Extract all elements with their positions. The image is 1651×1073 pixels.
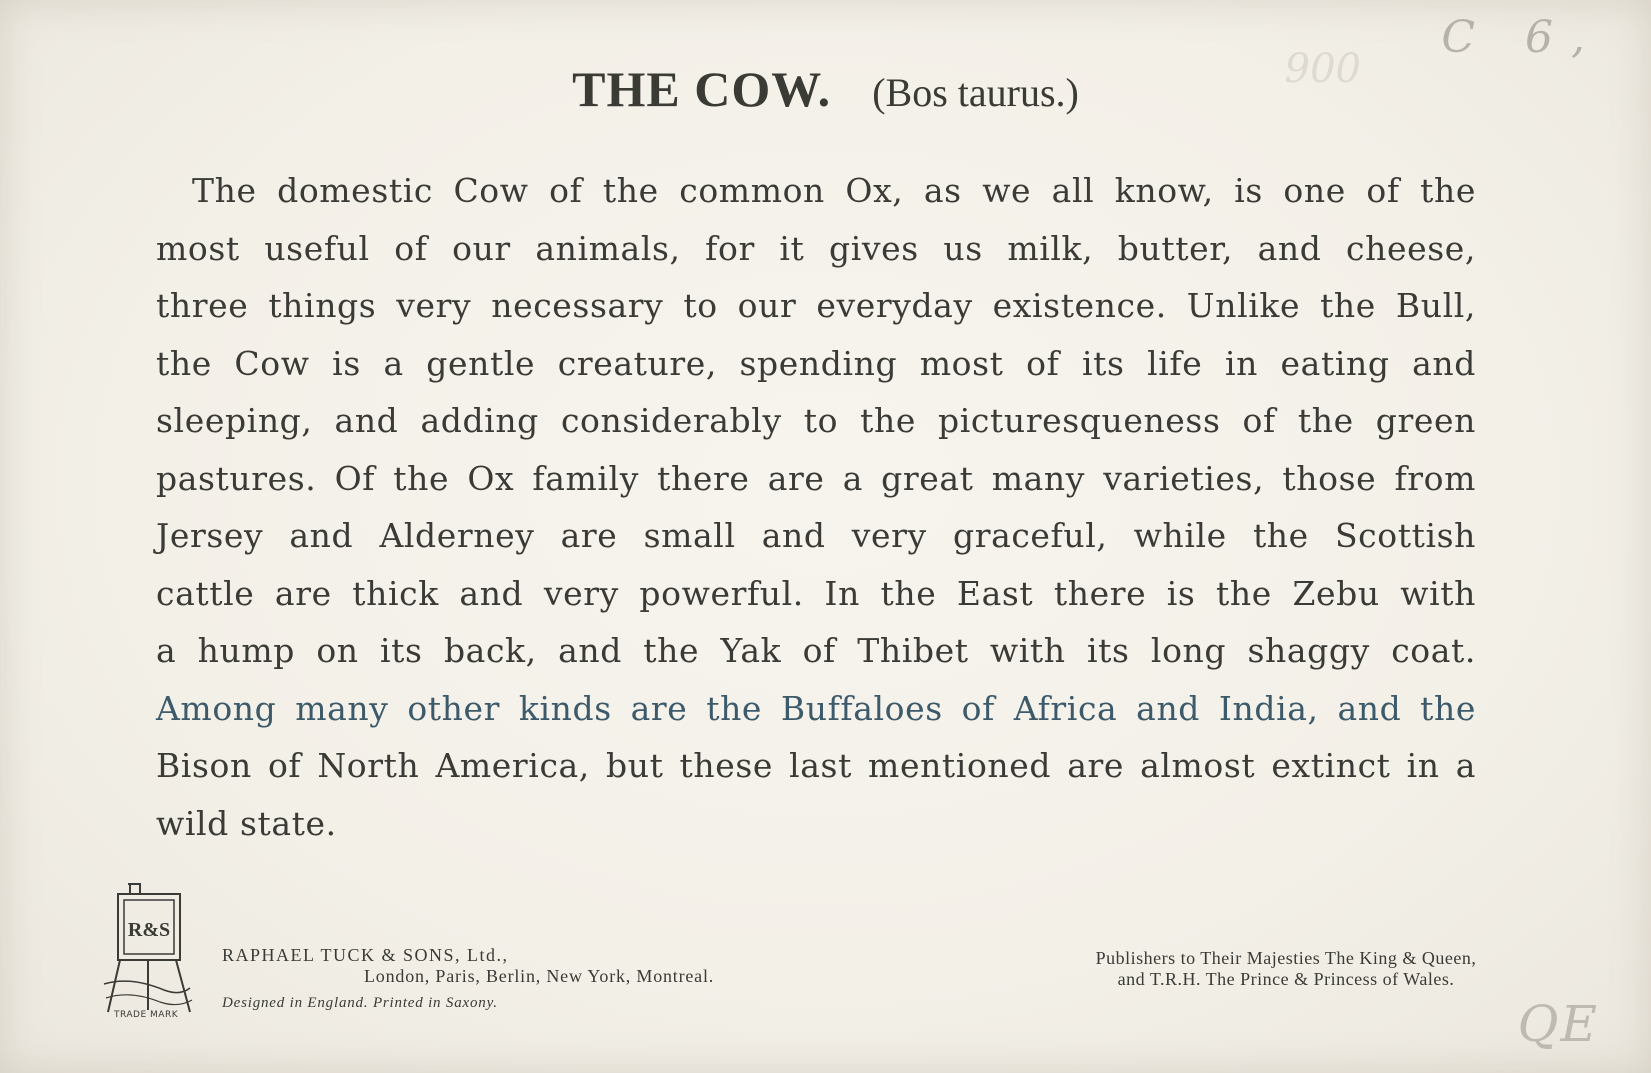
pencil-annotation-bottom-right: QE [1517,995,1599,1053]
royal-warrant-line: and T.R.H. The Prince & Princess of Wales. [1117,969,1455,989]
pencil-annotation-faint: 900 [1284,46,1361,92]
trade-mark-label: TRADE MARK [114,1010,179,1020]
easel-logo-icon [100,880,196,1020]
royal-warrant [1026,948,1546,990]
publisher-block [222,945,714,1012]
scientific-name: (Bos taurus.) [872,70,1079,115]
page-title: THE COW. [572,61,832,117]
text-line: most useful of our animals, for it gives us milk, butter, and cheese, [156,228,1476,268]
text-line: Among many other kinds are the Buffaloes of Africa and India, and the [156,688,1476,728]
text-line: Bison of North America, but these last mentioned are almost extinct in a [156,746,1476,785]
pencil-annotation-top-right: C 6, [1441,12,1603,63]
designed-printed-note: Designed in England. Printed in Saxony. [222,995,498,1011]
text-line: wild state. [156,803,337,843]
description-paragraph [156,162,1476,852]
text-line: the Cow is a gentle creature, spending most of its life in eating and [156,343,1476,383]
royal-warrant-line: Publishers to Their Majesties The King & Queen, [1095,948,1477,968]
text-line: a hump on its back, and the Yak of Thibet with its long shaggy coat. [156,631,1476,670]
text-line: three things very necessary to our everyday existence. Unlike the Bull, [156,286,1476,325]
text-line: sleeping, and adding considerably to the picturesqueness of the green [156,401,1476,440]
text-line: pastures. Of the Ox family there are a great many varieties, those from [156,458,1476,498]
text-line: Jersey and Alderney are small and very graceful, while the Scottish [156,516,1476,555]
publisher-name: RAPHAEL TUCK & SONS, Ltd., [222,945,509,965]
title-row [0,60,1651,118]
text-line: cattle are thick and very powerful. In the East there is the Zebu with [156,573,1476,613]
logo-monogram: R&S [127,919,171,941]
publisher-cities: London, Paris, Berlin, New York, Montreal. [364,966,715,986]
text-line: The domestic Cow of the common Ox, as we all know, is one of the [192,171,1476,210]
